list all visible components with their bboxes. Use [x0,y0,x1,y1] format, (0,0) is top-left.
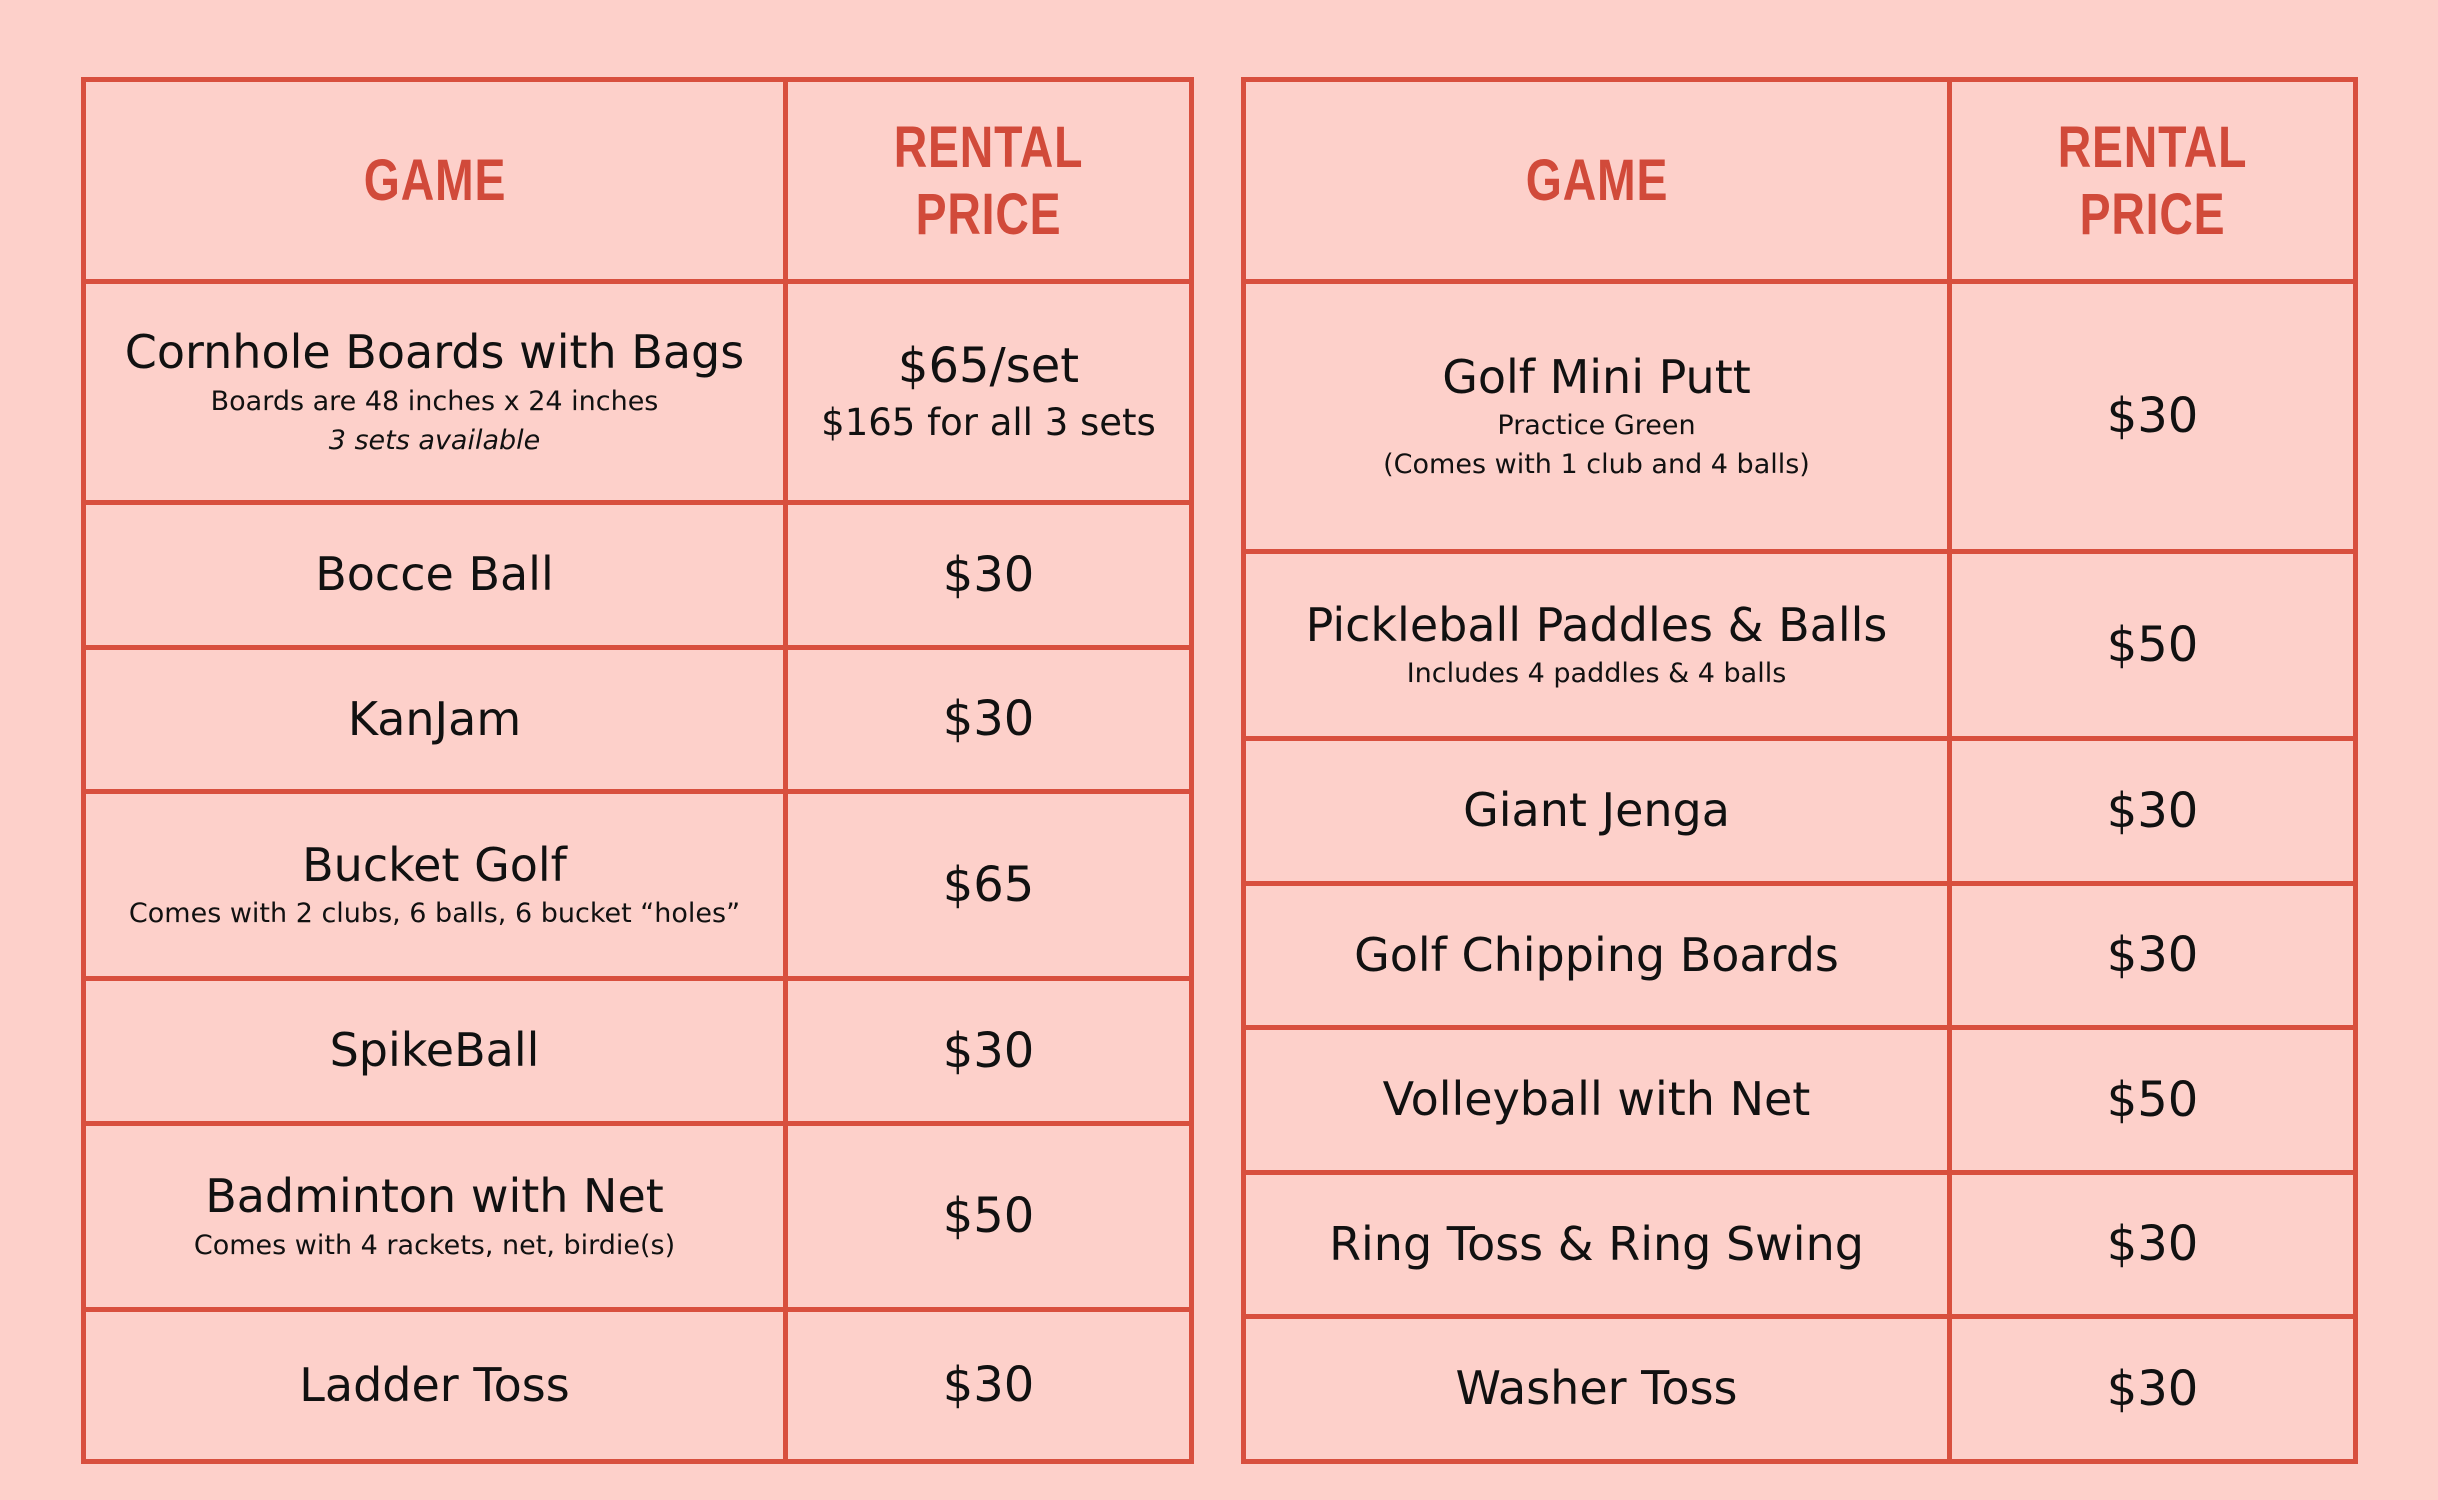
game-cell [84,1310,786,1462]
game-details: (Comes with 1 club and 4 balls) [1383,449,1810,481]
price-value: $30 [942,691,1035,748]
game-details: Comes with 4 rackets, net, birdie(s) [193,1229,676,1261]
table-row [84,502,1192,647]
table-row [1244,1028,2356,1173]
game-cell [1244,282,1950,552]
game-name: SpikeBall [329,1022,540,1077]
game-cell [84,792,786,979]
table-row [84,1310,1192,1462]
game-cell [84,978,786,1123]
price-cell [786,502,1192,647]
price-value: $30 [2106,782,2199,839]
price-cell [1950,552,2356,739]
game-column-header: GAME [84,80,786,282]
price-cell [786,647,1192,792]
price-column-header: RENTAL PRICE [786,80,1192,282]
price-value: $30 [2106,1216,2199,1273]
price-cell [786,1310,1192,1462]
game-cell [84,1123,786,1310]
price-note: $165 for all 3 sets [821,401,1156,445]
table-header-row [1244,80,2356,282]
rental-table-right [1241,77,2358,1464]
price-cell [1950,883,2356,1028]
price-cell [786,792,1192,979]
price-cell [786,282,1192,503]
game-name: Pickleball Paddles & Balls [1305,597,1888,652]
rental-table-left [81,77,1194,1464]
price-value: $65 [942,856,1035,913]
game-cell [1244,552,1950,739]
price-cell [1950,738,2356,883]
game-cell [1244,1317,1950,1462]
game-name: Ring Toss & Ring Swing [1329,1216,1864,1271]
game-column-header: GAME [1244,80,1950,282]
price-value: $30 [942,546,1035,603]
price-value: $30 [2106,927,2199,984]
price-cell [1950,1028,2356,1173]
table-header-row [84,80,1192,282]
game-cell [84,282,786,503]
game-cell [1244,1028,1950,1173]
table-row [1244,1172,2356,1317]
price-cell [786,1123,1192,1310]
game-name: Golf Chipping Boards [1354,927,1839,982]
price-column-header: RENTAL PRICE [1950,80,2356,282]
table-row [1244,552,2356,739]
game-name: KanJam [347,691,522,746]
table-row [84,1123,1192,1310]
game-name: Ladder Toss [299,1357,570,1412]
game-details: Practice Green [1497,410,1696,442]
table-row [84,647,1192,792]
game-name: Giant Jenga [1463,782,1730,837]
game-cell [1244,1172,1950,1317]
game-cell [84,502,786,647]
game-cell [84,647,786,792]
price-cell [1950,1172,2356,1317]
game-name: Badminton with Net [205,1169,664,1224]
price-value: $50 [942,1188,1035,1245]
price-value: $30 [942,1022,1035,1079]
price-value: $30 [2106,388,2199,445]
table-row [84,792,1192,979]
game-name: Washer Toss [1455,1361,1738,1416]
game-name: Volleyball with Net [1382,1072,1811,1127]
game-name: Cornhole Boards with Bags [124,325,745,380]
price-cell [786,978,1192,1123]
table-row [1244,1317,2356,1462]
game-name: Bucket Golf [302,837,567,892]
price-value: $65/set [897,337,1080,394]
table-row [84,978,1192,1123]
price-value: $50 [2106,616,2199,673]
price-cell [1950,1317,2356,1462]
game-name: Golf Mini Putt [1442,349,1751,404]
game-details: Comes with 2 clubs, 6 balls, 6 bucket “holes” [128,898,741,930]
game-cell [1244,738,1950,883]
game-availability: 3 sets available [328,424,541,456]
price-value: $30 [2106,1360,2199,1417]
price-value: $50 [2106,1071,2199,1128]
table-row [1244,883,2356,1028]
table-row [1244,282,2356,552]
game-details: Includes 4 paddles & 4 balls [1406,658,1787,690]
game-details: Boards are 48 inches x 24 inches [210,385,659,417]
price-value: $30 [942,1357,1035,1414]
game-cell [1244,883,1950,1028]
table-row [84,282,1192,503]
table-row [1244,738,2356,883]
game-name: Bocce Ball [315,546,554,601]
price-cell [1950,282,2356,552]
